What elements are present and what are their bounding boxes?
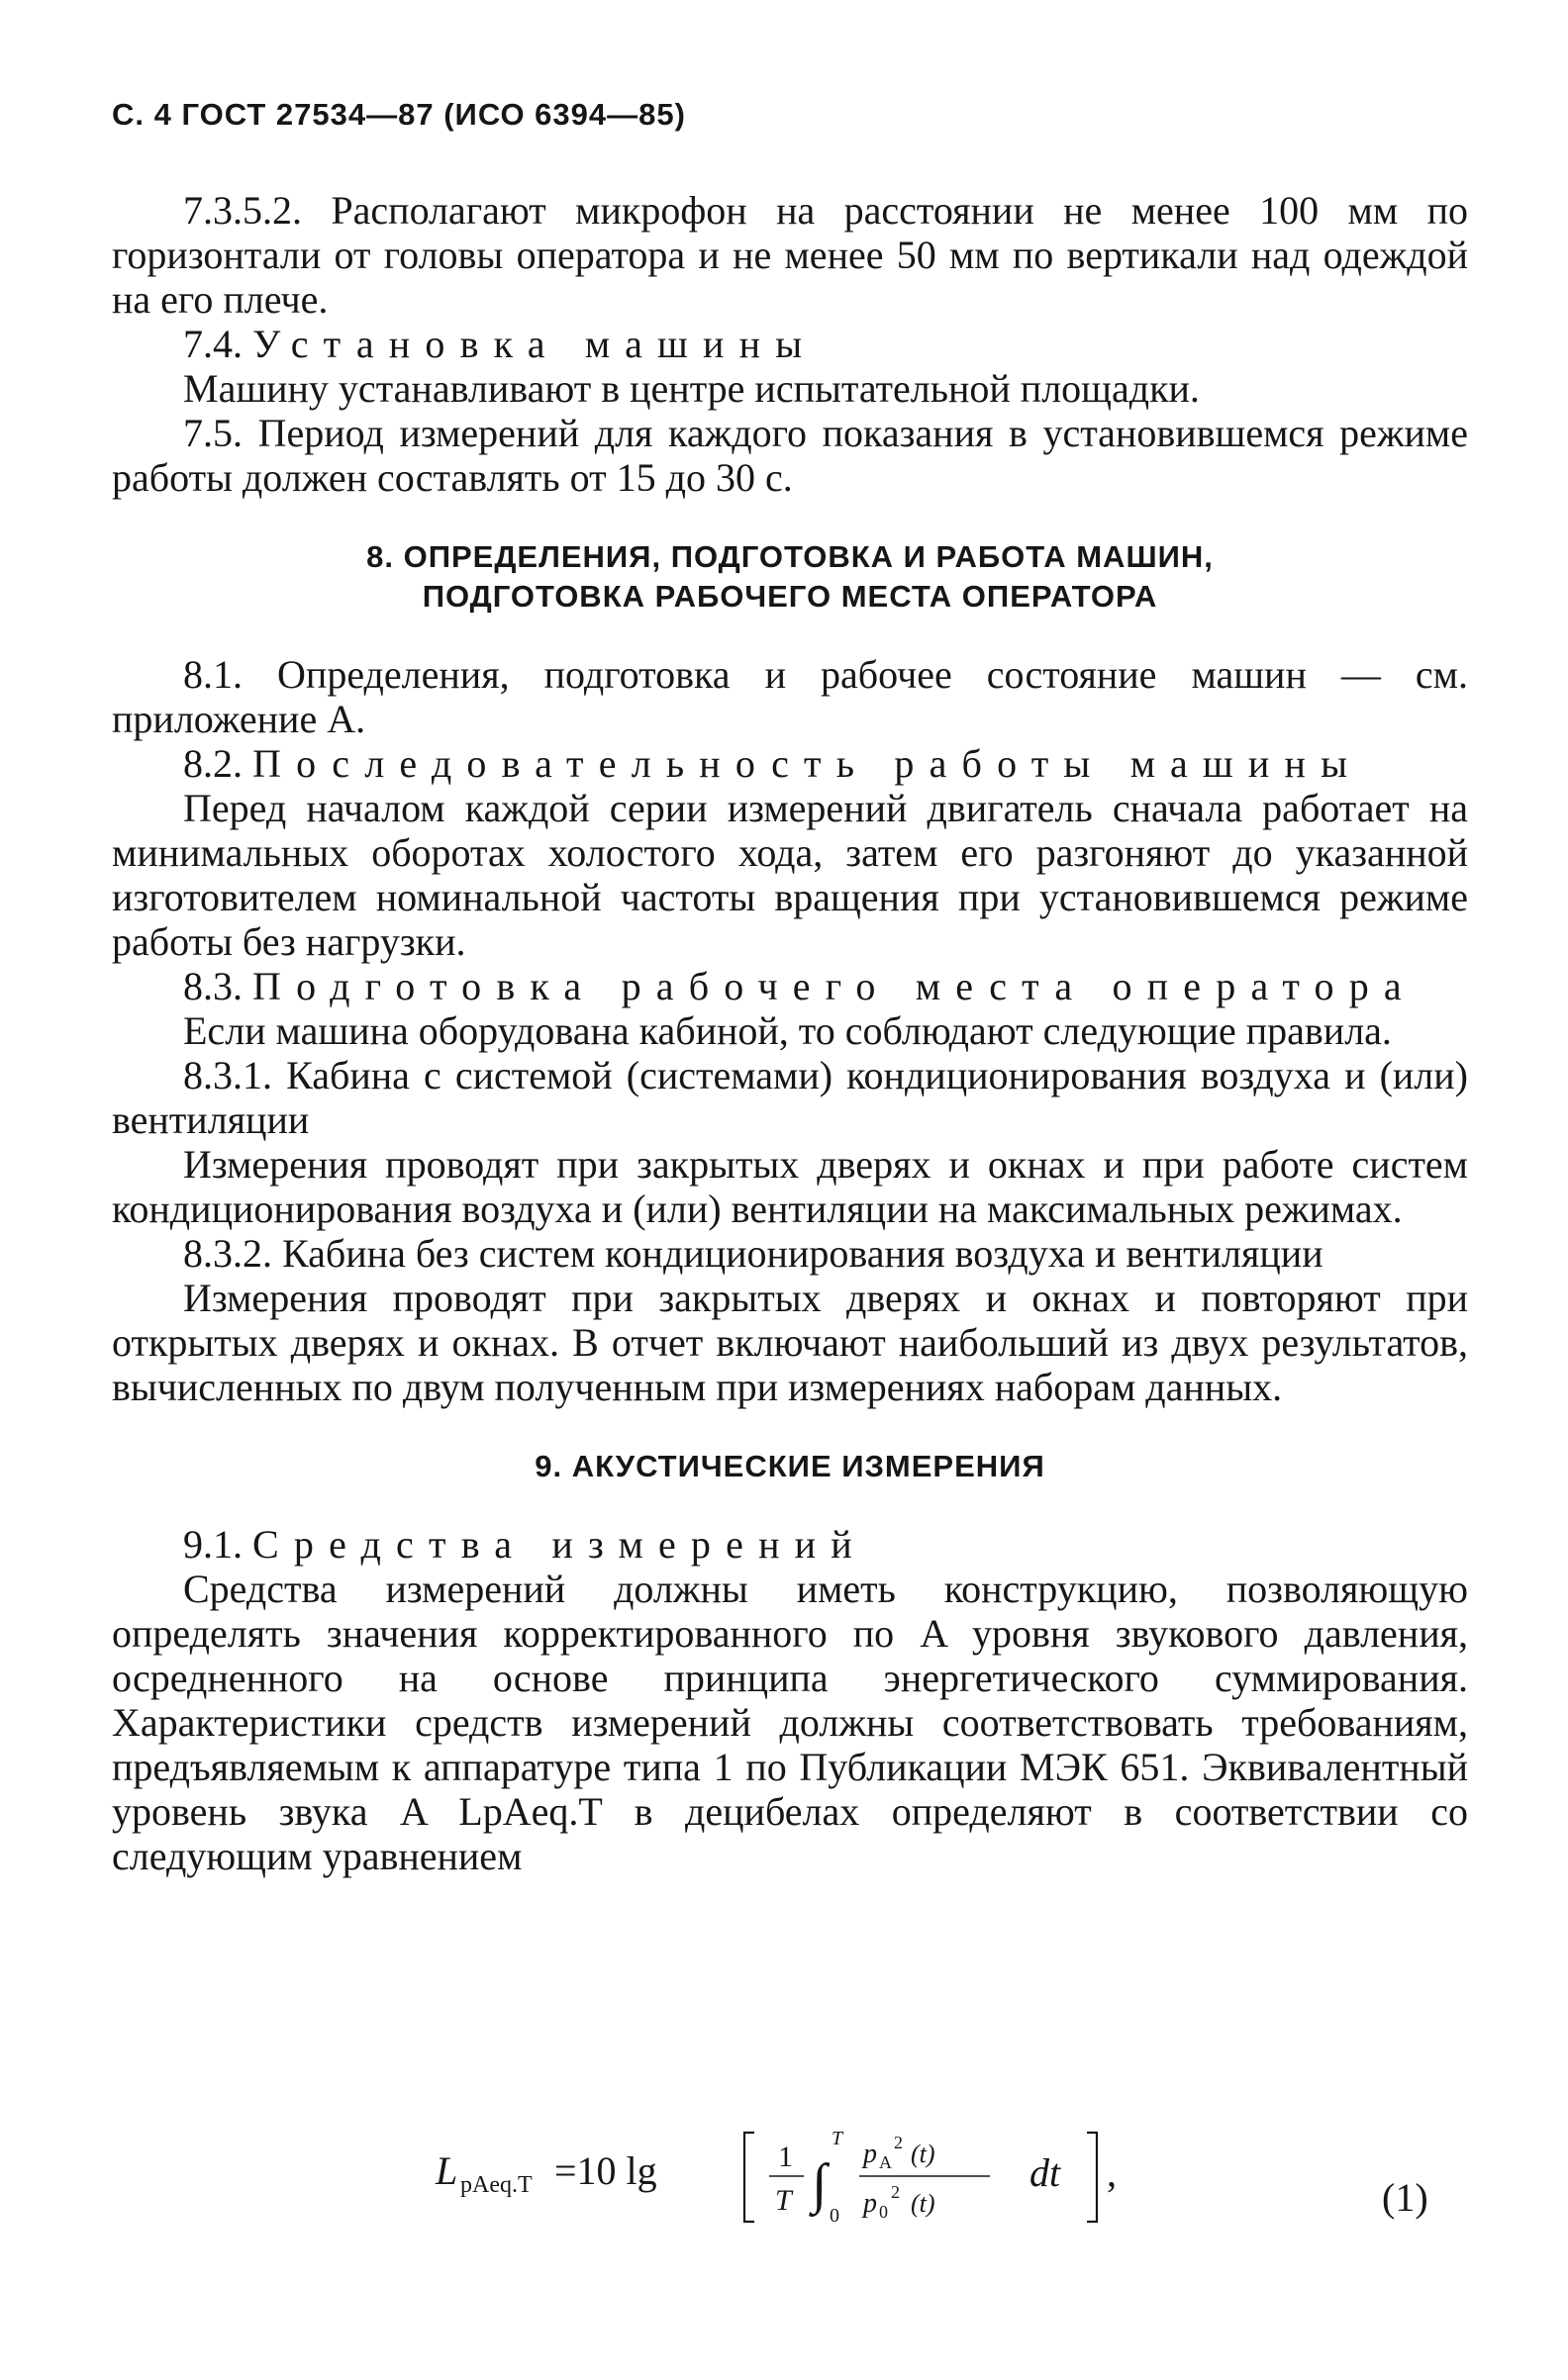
standard-designation: ГОСТ 27534—87 (ИСО 6394—85) [181, 97, 686, 132]
heading-9-1-title: Средства измерений [252, 1522, 867, 1567]
paragraph-8-2: Перед началом каждой серии измерений двигатель сначала работает на минимальных оборотах холостого хода, затем его разгоняют до указанной изготовителем номинальной частоты вращения при установившемся режиме работы без нагрузки. [112, 786, 1468, 964]
numerator-t: (t) [911, 2140, 935, 2168]
paragraph-7-5: 7.5. Период измерений для каждого показания в установившемся режиме работы должен составлять от 15 до 30 с. [112, 411, 1468, 500]
document-body [112, 188, 1468, 1878]
fraction-one: 1 [778, 2141, 793, 2173]
heading-8-2 [112, 741, 1468, 786]
numerator-superscript: 2 [894, 2133, 903, 2152]
denominator-subscript: 0 [879, 2202, 888, 2222]
heading-7-4-title: Установка машины [252, 322, 818, 366]
heading-8-2-number: 8.2. [183, 741, 243, 786]
paragraph-8-3: Если машина оборудована кабиной, то соблюдают следующие правила. [183, 1008, 1392, 1053]
heading-8-3-number: 8.3. [183, 964, 243, 1008]
paragraph-7-3-5-2: 7.3.5.2. Располагают микрофон на расстоянии не менее 100 мм по горизонтали от головы оператора и не менее 50 мм по вертикали над одеждой на его плече. [112, 188, 1468, 322]
denominator-p: p [863, 2188, 877, 2219]
numerator-subscript: A [879, 2152, 892, 2172]
paragraph-9-1: Средства измерений должны иметь конструкцию, позволяющую определять значения корректированного по A уровня звукового давления, осредненного на основе принципа энергетического суммирования. Характеристики средств измерений должны соответствовать требованиям, предъявляемым к аппаратуре типа 1 по Публикации МЭК 651. Эквивалентный уровень звука A LpAeq.T в децибелах определяют в соответствии со следующим уравнением [112, 1567, 1468, 1878]
heading-8-3-1: 8.3.1. Кабина с системой (системами) кондиционирования воздуха и (или) вентиляции [112, 1053, 1468, 1142]
equation-number: (1) [1382, 2175, 1428, 2220]
heading-8-2-title: Последовательность работы машины [252, 741, 1363, 786]
section-8-title-line-2: ПОДГОТОВКА РАБОЧЕГО МЕСТА ОПЕРАТОРА [422, 579, 1158, 614]
page-number: С. 4 [112, 97, 172, 132]
heading-8-3-2: 8.3.2. Кабина без систем кондиционирования воздуха и вентиляции [183, 1231, 1323, 1276]
denominator-t: (t) [911, 2189, 935, 2218]
section-9-title: 9. АКУСТИЧЕСКИЕ ИЗМЕРЕНИЯ [535, 1449, 1045, 1483]
eq-lhs-symbol: L [436, 2148, 458, 2193]
heading-9-1-number: 9.1. [183, 1522, 243, 1567]
integral-upper-limit: T [832, 2128, 843, 2149]
eq-equals-lg: =10 lg [554, 2148, 657, 2193]
equation-1 [0, 2123, 1568, 2232]
equation-1-graphic [0, 2123, 1568, 2232]
paragraph-7-4: Машину устанавливают в центре испытательной площадки. [183, 366, 1200, 411]
page-header [112, 97, 686, 133]
heading-7-4 [112, 322, 1468, 366]
integral-lower-limit: 0 [830, 2205, 839, 2227]
numerator-p: p [863, 2139, 877, 2169]
eq-comma: , [1107, 2150, 1117, 2195]
section-8-title-line-1: 8. ОПРЕДЕЛЕНИЯ, ПОДГОТОВКА И РАБОТА МАШИН, [366, 539, 1214, 574]
left-bracket [744, 2133, 754, 2222]
section-8-title [112, 537, 1468, 617]
heading-8-3-title: Подготовка рабочего места оператора [252, 964, 1417, 1008]
paragraph-8-1: 8.1. Определения, подготовка и рабочее состояние машин — см. приложение А. [112, 652, 1468, 741]
right-bracket [1087, 2133, 1097, 2222]
paragraph-8-3-2: Измерения проводят при закрытых дверях и окнах и повторяют при открытых дверях и окнах. В отчет включают наибольший из двух результатов, вычисленных по двум полученным при измерениях наборам данных. [112, 1276, 1468, 1409]
heading-7-4-number: 7.4. [183, 322, 243, 366]
integral-sign: ∫ [812, 2153, 828, 2215]
heading-8-3 [112, 964, 1468, 1008]
paragraph-8-3-1: Измерения проводят при закрытых дверях и окнах и при работе систем кондиционирования воздуха и (или) вентиляции на максимальных режимах. [112, 1142, 1468, 1231]
eq-dt: dt [1029, 2150, 1061, 2195]
denominator-superscript: 2 [891, 2182, 900, 2202]
eq-lhs-subscript: pAeq.T [460, 2172, 533, 2198]
fraction-T: T [775, 2184, 792, 2217]
heading-9-1 [112, 1522, 1468, 1567]
